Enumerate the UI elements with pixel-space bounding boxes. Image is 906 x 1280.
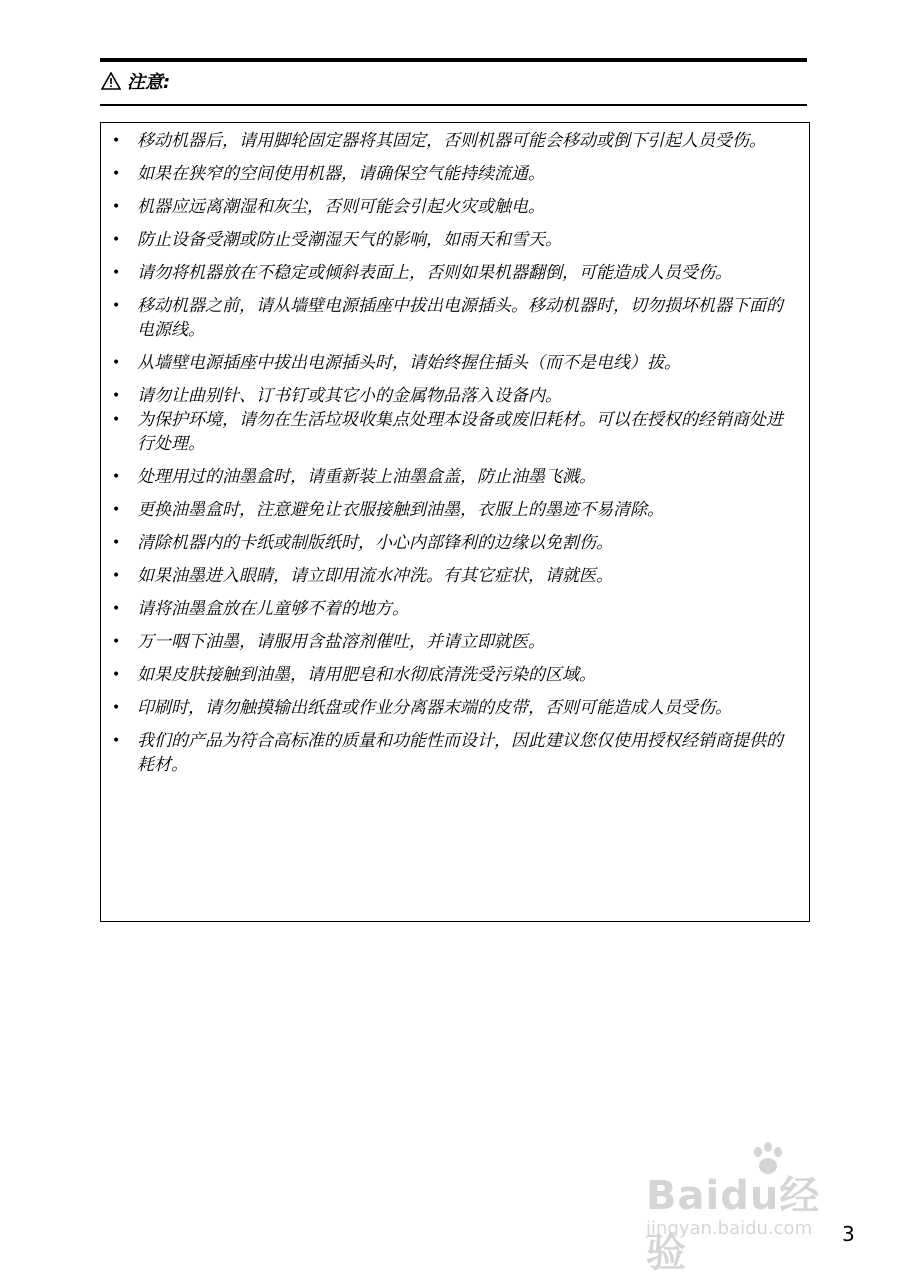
list-item	[101, 696, 809, 720]
notice-text: 如果油墨进入眼睛，请立即用流水冲洗。有其它症状，请就医。	[137, 566, 613, 586]
notice-text: 处理用过的油墨盒时，请重新装上油墨盒盖，防止油墨飞溅。	[137, 467, 596, 487]
list-item	[101, 729, 809, 777]
watermark-brand: Baidu经验	[646, 1173, 821, 1276]
heading-rule	[100, 104, 807, 106]
notice-text: 移动机器之前，请从墙壁电源插座中拔出电源插头。移动机器时，切勿损坏机器下面的电源线。	[137, 296, 783, 340]
notice-text: 移动机器后，请用脚轮固定器将其固定，否则机器可能会移动或倒下引起人员受伤。	[137, 131, 766, 151]
notice-list	[101, 129, 809, 786]
notice-text: 防止设备受潮或防止受潮湿天气的影响，如雨天和雪天。	[137, 230, 562, 250]
notice-text: 如果在狭窄的空间使用机器，请确保空气能持续流通。	[137, 164, 545, 184]
list-item	[101, 465, 809, 489]
notice-text: 清除机器内的卡纸或制版纸时，小心内部锋利的边缘以免割伤。	[137, 533, 613, 553]
notice-text: 机器应远离潮湿和灰尘，否则可能会引起火灾或触电。	[137, 197, 545, 217]
notice-heading	[101, 70, 170, 92]
notice-text: 请勿将机器放在不稳定或倾斜表面上，否则如果机器翻倒，可能造成人员受伤。	[137, 263, 732, 283]
bullet: •	[112, 388, 121, 404]
top-rule	[100, 58, 807, 62]
list-item	[101, 384, 809, 408]
warning-triangle-icon	[101, 72, 121, 90]
bullet: •	[112, 733, 121, 749]
bullet: •	[112, 298, 121, 314]
list-item	[101, 294, 809, 342]
list-item	[101, 531, 809, 555]
list-item	[101, 129, 809, 153]
list-item	[101, 630, 809, 654]
bullet: •	[112, 199, 121, 215]
bullet: •	[112, 700, 121, 716]
notice-text: 为保护环境，请勿在生活垃圾收集点处理本设备或废旧耗材。可以在授权的经销商处进行处理。	[137, 410, 783, 454]
list-item	[101, 564, 809, 588]
bullet: •	[112, 355, 121, 371]
notice-text: 请勿让曲别针、订书钉或其它小的金属物品落入设备内。	[137, 386, 562, 406]
list-item	[101, 498, 809, 522]
list-item	[101, 597, 809, 621]
notice-text: 印刷时，请勿触摸输出纸盘或作业分离器末端的皮带，否则可能造成人员受伤。	[137, 698, 732, 718]
notice-text: 更换油墨盒时，注意避免让衣服接触到油墨，衣服上的墨迹不易清除。	[137, 500, 664, 520]
list-item	[101, 162, 809, 186]
list-item	[101, 351, 809, 375]
list-item	[101, 195, 809, 219]
bullet: •	[112, 166, 121, 182]
notice-text: 如果皮肤接触到油墨，请用肥皂和水彻底清洗受污染的区域。	[137, 665, 596, 685]
bullet: •	[112, 667, 121, 683]
bullet: •	[112, 265, 121, 281]
bullet: •	[112, 634, 121, 650]
watermark-url: jingyan.baidu.com	[646, 1218, 813, 1239]
list-item	[101, 408, 809, 456]
bullet: •	[112, 535, 121, 551]
bullet: •	[112, 601, 121, 617]
page-number: 3	[842, 1222, 855, 1246]
bullet: •	[112, 469, 121, 485]
list-item	[101, 663, 809, 687]
notice-text: 请将油墨盒放在儿童够不着的地方。	[137, 599, 409, 619]
bullet: •	[112, 232, 121, 248]
bullet: •	[112, 502, 121, 518]
bullet: •	[112, 568, 121, 584]
notice-text: 从墙壁电源插座中拔出电源插头时，请始终握住插头（而不是电线）拔。	[137, 353, 681, 373]
notice-text: 万一咽下油墨，请服用含盐溶剂催吐，并请立即就医。	[137, 632, 545, 652]
baidu-jingyan-watermark	[640, 1140, 860, 1276]
notice-title: 注意:	[127, 72, 171, 93]
list-item	[101, 228, 809, 252]
notice-box	[100, 122, 810, 922]
list-item	[101, 261, 809, 285]
notice-text: 我们的产品为符合高标准的质量和功能性而设计，因此建议您仅使用授权经销商提供的耗材。	[137, 731, 783, 775]
bullet: •	[112, 133, 121, 149]
bullet: •	[112, 412, 121, 428]
